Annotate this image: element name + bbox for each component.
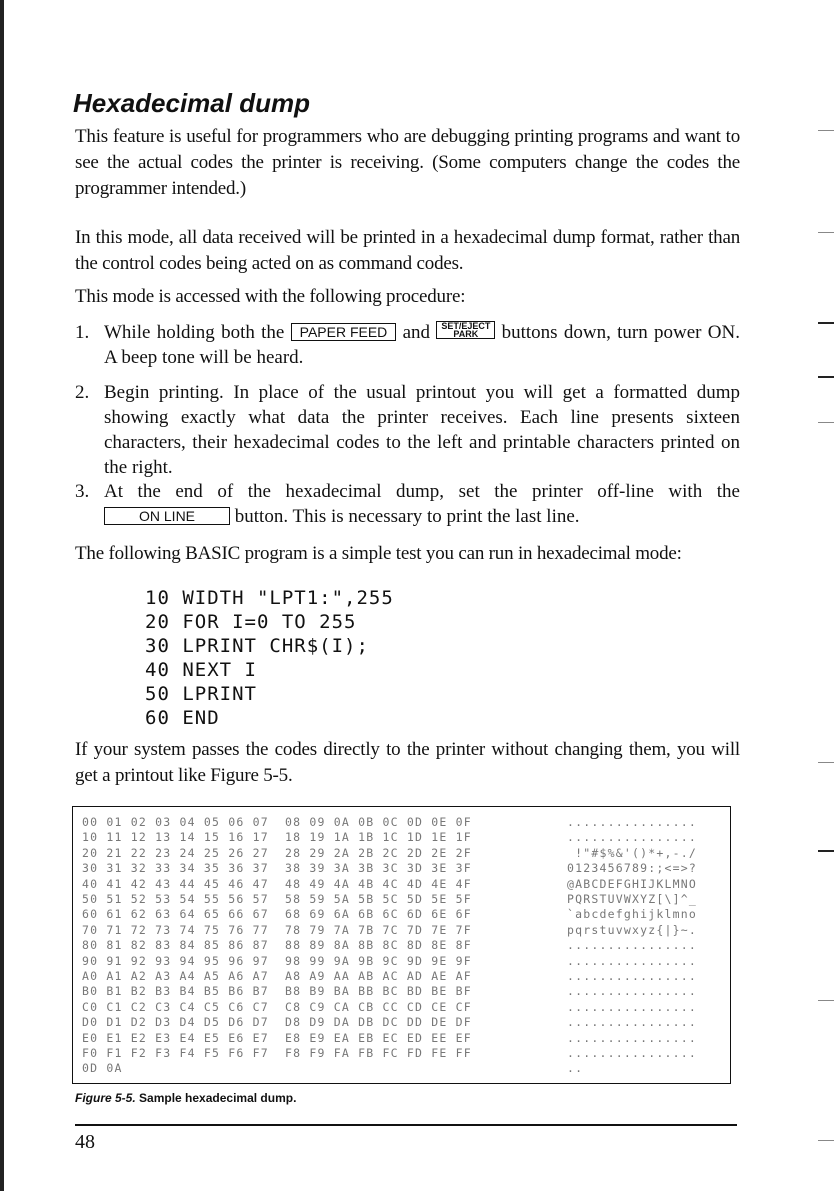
dump-hex: 20 21 22 23 24 25 26 27 — [82, 845, 269, 860]
margin-mark — [818, 322, 834, 324]
dump-ascii: 0123456789:;<=>? — [567, 861, 697, 876]
dump-hex: 40 41 42 43 44 45 46 47 — [82, 876, 269, 891]
dump-ascii: ................ — [567, 969, 697, 983]
dump-ascii: ................ — [567, 830, 697, 845]
dump-hex: 0D 0A — [82, 1061, 123, 1076]
dump-ascii: PQRSTUVWXYZ[\]^_ — [567, 892, 697, 906]
dump-hex: B8 B9 BA BB BC BD BE BF — [285, 984, 472, 999]
dump-hex: D8 D9 DA DB DC DD DE DF — [285, 1015, 472, 1030]
dump-hex: 18 19 1A 1B 1C 1D 1E 1F — [285, 830, 472, 845]
dump-hex: F0 F1 F2 F3 F4 F5 F6 F7 — [82, 1046, 269, 1060]
margin-mark — [818, 762, 834, 763]
figure-caption: Figure 5-5. Sample hexadecimal dump. — [75, 1091, 297, 1105]
basic-program-intro: The following BASIC program is a simple test you can run in hexadecimal mode: — [75, 543, 682, 564]
dump-hex: 38 39 3A 3B 3C 3D 3E 3F — [285, 861, 472, 876]
dump-hex: 58 59 5A 5B 5C 5D 5E 5F — [285, 892, 472, 906]
dump-hex: 10 11 12 13 14 15 16 17 — [82, 830, 269, 845]
code-line: 10 WIDTH "LPT1:",255 — [145, 587, 394, 609]
dump-hex: C8 C9 CA CB CC CD CE CF — [285, 999, 472, 1014]
dump-hex: D0 D1 D2 D3 D4 D5 D6 D7 — [82, 1015, 269, 1030]
scan-edge — [0, 0, 4, 1191]
section-title: Hexadecimal dump — [73, 88, 310, 118]
dump-hex: 98 99 9A 9B 9C 9D 9E 9F — [285, 953, 472, 968]
footer-rule — [75, 1124, 737, 1126]
margin-mark — [818, 376, 834, 378]
dump-hex: 00 01 02 03 04 05 06 07 — [82, 815, 269, 829]
procedure-paragraph: This mode is accessed with the following procedure: — [75, 286, 466, 307]
dump-hex: B0 B1 B2 B3 B4 B5 B6 B7 — [82, 984, 269, 999]
margin-mark — [818, 850, 834, 852]
dump-hex: 50 51 52 53 54 55 56 57 — [82, 892, 269, 906]
intro-paragraph: This feature is useful for programmers who are debugging printing programs and want to see the actual codes the printer is receiving. (Some computers change the codes the programmer intended.) — [75, 126, 740, 199]
dump-hex: A0 A1 A2 A3 A4 A5 A6 A7 — [82, 969, 269, 983]
dump-ascii: pqrstuvwxyz{|}~. — [567, 922, 697, 937]
dump-ascii: ................ — [567, 1015, 697, 1030]
dump-hex: 28 29 2A 2B 2C 2D 2E 2F — [285, 845, 472, 860]
dump-hex: 08 09 0A 0B 0C 0D 0E 0F — [285, 815, 472, 829]
step-3: 3. At the end of the hexadecimal dump, set the printer off-line with the ON LINE button. This is necessary to print the last line. — [75, 481, 740, 527]
code-line: 20 FOR I=0 TO 255 — [145, 611, 357, 633]
dump-ascii: ................ — [567, 999, 697, 1014]
dump-hex: 90 91 92 93 94 95 96 97 — [82, 953, 269, 968]
dump-ascii: !"#$%&'()*+,-./ — [567, 845, 697, 860]
dump-hex: 78 79 7A 7B 7C 7D 7E 7F — [285, 922, 472, 937]
dump-ascii: @ABCDEFGHIJKLMNO — [567, 876, 697, 891]
dump-hex: 70 71 72 73 74 75 76 77 — [82, 922, 269, 937]
dump-hex: 60 61 62 63 64 65 66 67 — [82, 907, 269, 922]
margin-mark — [818, 1000, 834, 1001]
dump-ascii: .. — [567, 1061, 584, 1076]
dump-hex: C0 C1 C2 C3 C4 C5 C6 C7 — [82, 999, 269, 1014]
dump-hex: 88 89 8A 8B 8C 8D 8E 8F — [285, 938, 472, 953]
dump-hex: E8 E9 EA EB EC ED EE EF — [285, 1030, 472, 1045]
set-eject-park-key: SET/EJECT PARK — [436, 321, 495, 339]
dump-hex: 80 81 82 83 84 85 86 87 — [82, 938, 269, 953]
dump-ascii: `abcdefghijklmno — [567, 907, 697, 922]
mode-paragraph: In this mode, all data received will be printed in a hexadecimal dump format, rather than the control codes being acted on as command codes. — [75, 227, 740, 274]
dump-hex: E0 E1 E2 E3 E4 E5 E6 E7 — [82, 1030, 269, 1045]
hex-dump-figure — [72, 806, 731, 1084]
margin-mark — [818, 232, 834, 233]
on-line-key: ON LINE — [104, 507, 230, 525]
basic-program — [145, 586, 394, 730]
code-line: 40 NEXT I — [145, 659, 257, 681]
page-number: 48 — [75, 1131, 95, 1153]
paper-feed-key: PAPER FEED — [291, 323, 397, 341]
dump-hex: 30 31 32 33 34 35 36 37 — [82, 861, 269, 876]
step-2: 2. Begin printing. In place of the usual printout you will get a formatted dump showing exactly what data the printer receives. Each line presents sixteen characters, their hexadecimal codes to the left and printable characters printed on the right. — [75, 382, 740, 478]
margin-mark — [818, 130, 834, 131]
dump-ascii: ................ — [567, 815, 697, 829]
dump-hex: F8 F9 FA FB FC FD FE FF — [285, 1046, 472, 1060]
dump-hex: 48 49 4A 4B 4C 4D 4E 4F — [285, 876, 472, 891]
margin-mark — [818, 422, 834, 423]
dump-ascii: ................ — [567, 938, 697, 953]
code-line: 30 LPRINT CHR$(I); — [145, 635, 369, 657]
dump-hex: A8 A9 AA AB AC AD AE AF — [285, 969, 472, 983]
dump-ascii: ................ — [567, 953, 697, 968]
code-line: 50 LPRINT — [145, 683, 257, 705]
printout-paragraph: If your system passes the codes directly to the printer without changing them, you will get a printout like Figure 5-5. — [75, 739, 740, 786]
dump-ascii: ................ — [567, 1030, 697, 1045]
code-line: 60 END — [145, 707, 220, 729]
dump-ascii: ................ — [567, 1046, 697, 1060]
dump-ascii: ................ — [567, 984, 697, 999]
margin-mark — [818, 1140, 834, 1141]
step-1: 1. While holding both the PAPER FEED and SET/EJECT PARK buttons down, turn power ON. A beep tone will be heard. — [75, 321, 740, 368]
dump-hex: 68 69 6A 6B 6C 6D 6E 6F — [285, 907, 472, 922]
